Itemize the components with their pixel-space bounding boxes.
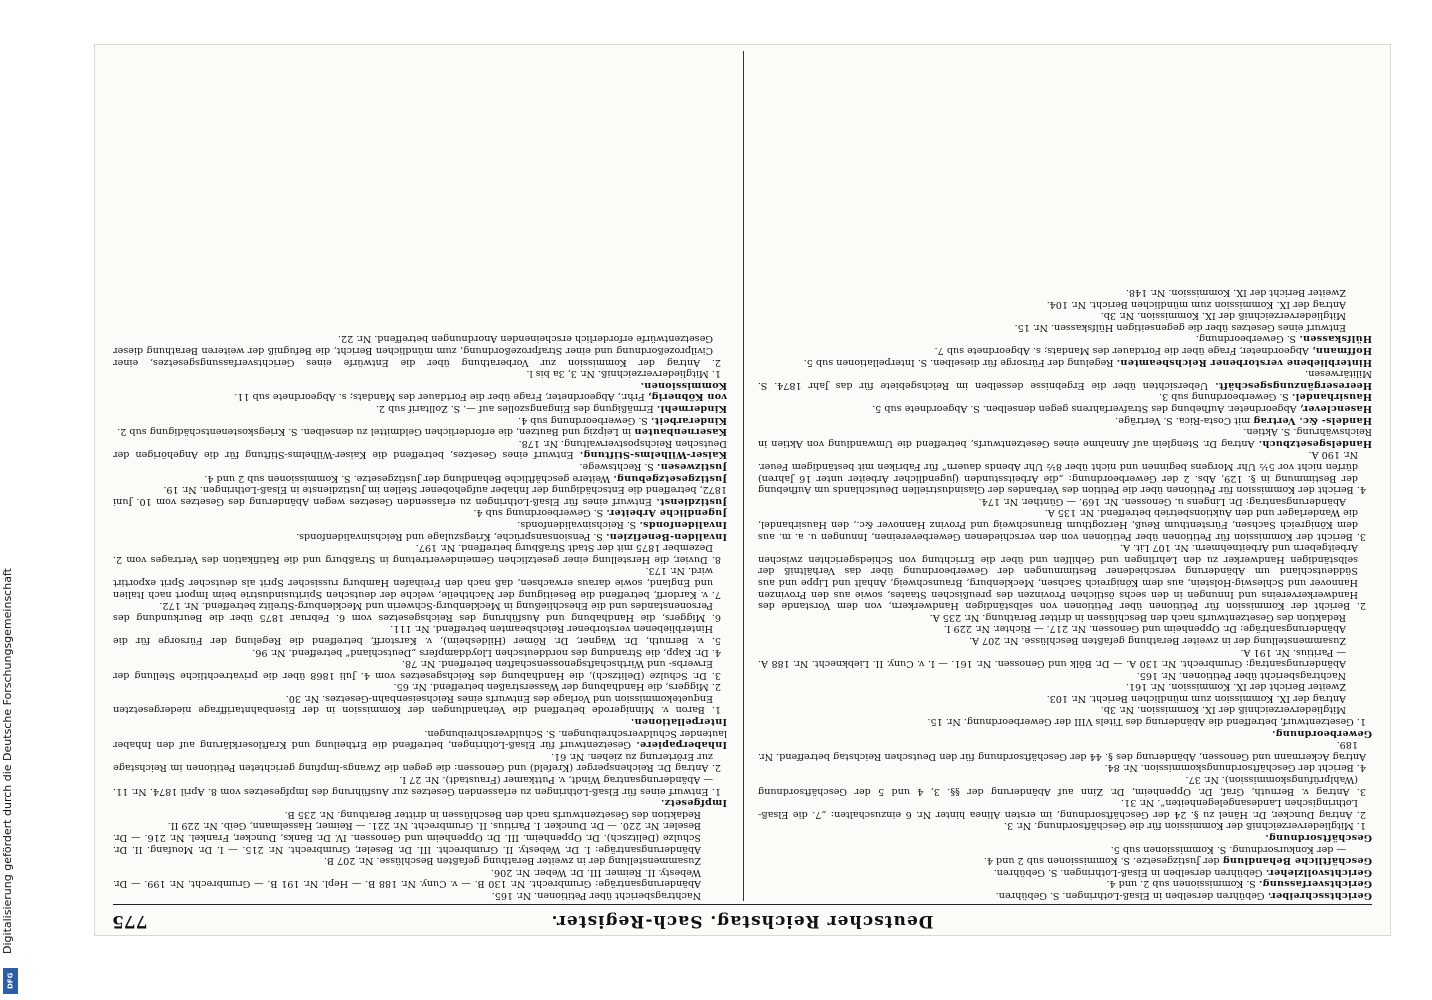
register-entry	[758, 368, 1372, 391]
numbered-subentry: 3. Dr. Schulze (Delitzsch), die Handhabung des Reichsgesetzes vom 4. Juli 1868 über die privatrechtliche Stellung der Erwerbs- und Wirthschaftsgenossenschaften betreffend. Nr. 78.	[113, 658, 721, 681]
continuation-line: Nachtragsbericht über Petitionen. Nr. 165.	[491, 890, 701, 901]
register-entry	[758, 878, 1372, 890]
continuation-line: Abänderungsanträge: Dr. Oppenheim und Genossen. Nr. 217. — Richter. Nr. 229 I.	[943, 623, 1346, 635]
continuation-line: Nachtragsbericht über Petitionen. Nr. 165.	[1136, 669, 1346, 681]
continuation-line: Abänderungsanträge: Grumbrecht. Nr. 130 B. — v. Cuny. Nr. 188 B. — Hepl. Nr. 191 B. — Grumbrecht. Nr. 199. — Dr. Webesty. II. Reimer. III. Dr. Weber. Nr. 206.	[113, 866, 701, 890]
continuation-line: Redaktion des Gesetzentwurfs nach den Beschlüssen in dritter Berathung. Nr. 235 A.	[929, 611, 1346, 623]
digitization-strip	[0, 0, 22, 1000]
register-entry	[113, 530, 727, 542]
register-entry	[113, 379, 727, 391]
entry-keyword: Kasernenbauten	[634, 426, 727, 438]
entry-text: S. Kommissionen sub 2. und 4.	[1106, 878, 1259, 890]
register-entry	[758, 426, 1372, 449]
entry-keyword: Geschäftliche Behandlung	[1222, 855, 1372, 867]
register-entry	[113, 797, 727, 809]
continuation-line: Redaktion des Gesetzentwurfs nach den Beschlüssen in dritter Berathung. Nr. 235 B.	[284, 808, 701, 820]
header-rule	[113, 904, 1372, 905]
numbered-subentry: 4. Dr. Kapp, die Strandung des norddeutschen Lloyddampfers „Deutschland“ betreffend. Nr. 96.	[252, 646, 721, 658]
entry-text: Gebühren derselben in Elsaß-Lothringen. S. Gebühren.	[995, 890, 1268, 901]
entry-text: mit Costa-Rica. S. Verträge.	[1115, 414, 1254, 426]
entry-keyword: Justizwesen.	[656, 461, 727, 473]
entry-keyword: Hasenclever,	[1299, 403, 1372, 415]
register-entry	[113, 518, 727, 530]
entry-keyword: Justizdienst.	[656, 495, 727, 507]
entry-text: der Justizgesetze. S. Kommissionen sub 2 und 4.	[983, 855, 1223, 867]
register-entry	[113, 727, 727, 750]
entry-text: S. Gewerbeordnung sub 4.	[518, 414, 651, 426]
register-entry	[113, 460, 727, 472]
continuation-line: Abänderungsantrag: Grumbrecht. Nr. 130 A. — Dr. Bölk und Genossen. Nr. 161. — I. v. Cuny. II. Liebknecht. Nr. 188 A. — Paritius. Nr. 191 A.	[758, 646, 1346, 670]
entry-keyword: Hausirhandel.	[1291, 391, 1372, 403]
entry-keyword: Jugendliche Arbeiter.	[606, 507, 727, 519]
entry-keyword: Gerichtsschreiber.	[1267, 890, 1372, 901]
continuation-line: Abänderungsantrag: Dr. Lingens u. Genossen. Nr. 169. — Günther. Nr. 174.	[978, 495, 1346, 507]
numbered-subentry: 4. Bericht der Geschäftsordnungskommission. Nr. 84.	[1104, 762, 1366, 774]
entry-keyword: Interpellationen.	[630, 716, 727, 728]
numbered-subentry: 2. Miggers, die Handhabung der Wasserstraßen betreffend. Nr. 65.	[393, 681, 721, 693]
entry-text: S. Gewerbeordnung sub 3.	[1159, 391, 1292, 403]
entry-text: S. Gewerbeordnung.	[1195, 333, 1300, 345]
column-divider	[743, 51, 744, 901]
entry-keyword: Handels- &c. Vertrag	[1253, 414, 1372, 426]
numbered-subentry: 4. Bericht der Kommission für Petitionen über die Petition des Verbandes der Glasindustriellen Deutschlands um Aufhebung der Bestimmung in §. 129, Abs. 2 der Gewerbeordnung: „die Arbeitsstunden (jugendlicher Arbeiter unter 16 Jahren) dürfen nicht vor 5½ Uhr Morgens beginnen und nicht über 8½ Uhr Abends dauern“ für Fabriken mit beständigem Feuer. Nr. 190 A.	[758, 449, 1366, 496]
register-entry	[758, 866, 1372, 878]
register-entry	[758, 356, 1372, 368]
right-column	[113, 51, 727, 901]
numbered-subentry: 3. Antrag v. Bernuth, Graf, Dr. Oppenheim, Dr. Zinn auf Abänderung der §§. 3, 4 und 5 der Geschäftsordnung (Wahlprüfungskommission). Nr. 37.	[758, 774, 1366, 797]
register-entry	[113, 426, 727, 438]
numbered-subentry: 1. Entwurf eines für Elsaß-Lothringen zu erlassenden Gesetzes zur Ausführung des Impfgesetzes vom 8. April 1874. Nr. 11. — Abänderungsantrag Windt, v. Puttkamer (Fraustadt). Nr. 27 I.	[113, 774, 721, 797]
numbered-subentry: 2. Antrag Dr. Reichensperger (Krefeld) und Genossen: die gegen die Zwangs-Impfung gerichteten Petitionen im Reichstage zur Erörterung zu ziehen. Nr. 61.	[113, 750, 721, 774]
entry-keyword: Heeresergänzungsgeschäft.	[1214, 379, 1372, 391]
register-entry	[758, 402, 1372, 414]
numbered-subentry: 1. Mitgliederverzeichniß der Kommission für die Geschäftsordnung. Nr. 3.	[1004, 820, 1366, 832]
register-entry	[113, 414, 727, 426]
entry-text: Abgeordneter. Aufhebung des Strafverfahrens gegen denselben. S. Abgeordnete sub 5.	[872, 403, 1300, 415]
entry-keyword: Kinderarbeit.	[650, 414, 727, 426]
entry-keyword: Kommissionen.	[640, 379, 727, 391]
numbered-subentry: 1. Gesetzentwurf, betreffend die Abänderung des Titels VIII der Gewerbeordnung. Nr. 15.	[927, 716, 1366, 728]
numbered-subentry: 1. Baron v. Minnigerode betreffend die Verhandlungen der Kommission in der Eisenbahntariffrage niedergesetzten Enquetekommission und Vorlage des Entwurfs eines Reichseisenbahn-Gesetzes. Nr. 30.	[113, 692, 721, 716]
register-entry	[758, 391, 1372, 403]
continuation-line: Mitgliederverzeichniß der IX. Kommission. Nr. 3b.	[1100, 310, 1346, 322]
continuation-line: — der Konkursordnung. S. Kommissionen sub 5.	[1110, 843, 1346, 855]
entry-text: Abgeordneter, Frage über die Fortdauer des Mandats; s. Abgeordnete sub 7.	[934, 345, 1312, 357]
register-entry	[758, 831, 1372, 843]
entry-text: Regelung der Fürsorge für dieselben. S. Interpellationen sub 5.	[803, 356, 1117, 368]
register-entry	[758, 345, 1372, 357]
entry-text: Gebühren derselben in Elsaß-Lothringen. S. Gebühren.	[993, 866, 1266, 878]
entry-text: Entwurf eines Gesetzes, betreffend die Kaiser-Wilhelms-Stiftung für die Angehörigen der Deutschen Reichspostverwaltung. Nr. 178.	[113, 437, 727, 461]
register-entry	[113, 507, 727, 519]
continuation-line: Antrag der IX. Kommission zum mündlichen Bericht. Nr. 104.	[1046, 298, 1346, 310]
register-entry	[758, 414, 1372, 426]
numbered-subentry: 1. Mitgliederverzeichniß. Nr. 3, 3a bis l.	[526, 368, 721, 380]
entry-keyword: Gewerbeordnung.	[1271, 727, 1372, 739]
entry-text: S. Rechtswege.	[579, 461, 657, 473]
numbered-subentry: 8. Duvier, die Herstellung einer gesetzlichen Gemeindevertretung in Straßburg und die Ratifikation des Vertrages vom 2. Dezember 1875 mit der Stadt Straßburg betreffend. Nr. 197.	[113, 542, 721, 565]
entry-text: S. Pensionsansprüche, Kriegszulage und Reichsinvalidenfonds.	[296, 530, 606, 542]
continuation-line: Entwurf eines Gesetzes über die gegenseitigen Hülfskassen. Nr. 15.	[1014, 321, 1346, 333]
register-entry	[758, 333, 1372, 345]
page-header	[112, 907, 1372, 931]
entry-keyword: Kindermehl.	[656, 403, 727, 415]
entry-text: Gesetzentwurf für Elsaß-Lothringen, betreffend die Ertheilung und Kraftloserklärung auf den Inhaber lautender Schuldverschreibungen. S. Schuldverschreibungen.	[113, 727, 727, 751]
numbered-subentry: 5. v. Bernuth, Dr. Wagner, Dr. Römer (Hildesheim), v. Karstorff, betreffend die Regelung der Fürsorge für die Hinterbliebenen verstorbener Reichsbeamten betreffend. Nr. 111.	[113, 623, 721, 646]
numbered-subentry: 3. Bericht der Kommission für Petitionen über Petitionen von den verschiedenen Gewerbevereinen, Innungen u. a. m. aus dem Königreich Sachsen, Fürstenthum Reuß, Herzogthum Braunschweig und Provinz Hannover &c., den Hausirhandel, die Wanderlager und den Auktionsbetrieb betreffend. Nr. 135 A.	[758, 507, 1366, 542]
numbered-subentry: 2. Bericht der Kommission für Petitionen über Petitionen von selbständigen Handwerkern, von dem Vorstande des Handwerkervereins und Innungen in den sechs östlichen Provinzen des preußischen Staates, sowie aus den Provinzen Hannover und Schleswig-Holstein, aus dem Königreich Sachsen, Mecklenburg, Braunschweig, Anhalt und Lippe und aus Süddeutschland um Abänderung verschiedener Bestimmungen der Gewerbeordnung über das Verhältniß der selbständigen Handwerker zu den Lehrlingen und Gehilfen und über die Errichtung von Schiedsgerichten zwischen Arbeitgebern und Arbeitnehmern. Nr. 107 Lit. A.	[758, 542, 1366, 612]
register-entry	[113, 484, 727, 507]
entry-text: Frhr., Abgeordneter, Frage über die Fortdauer des Mandats; s. Abgeordnete sub 11.	[234, 391, 648, 403]
entry-text: Ermäßigung des Eingangszolles auf —. S. Zolltarif sub 2.	[375, 403, 657, 415]
entry-keyword: Invaliden-Benefizien.	[605, 530, 727, 542]
numbered-subentry: 6. Miggers, die Handhabung und Ausführung des Reichsgesetzes vom 6. Februar 1875 über die Beurkundung des Personenstandes und die Eheschließung in Mecklenburg-Schwerin und Mecklenburg-Strelitz betreffend. Nr. 172.	[113, 600, 721, 623]
entry-keyword: Handelsgesetzbuch.	[1258, 437, 1372, 449]
numbered-subentry: Antrag Ackermann und Genossen, Abänderung des §. 44 der Geschäftsordnung für den Deutschen Reichstag betreffend. Nr. 189.	[758, 739, 1366, 762]
entry-keyword: von Köbnerig,	[647, 391, 727, 403]
continuation-line: Antrag der IX. Kommission zum mündlichen Bericht. Nr. 103.	[1046, 692, 1346, 704]
register-entry	[113, 391, 727, 403]
register-entry	[113, 402, 727, 414]
entry-text: S. Gewerbeordnung sub 4.	[473, 507, 607, 519]
numbered-subentry: 2. Antrag Duncker, Dr. Hänel zu §. 24 der Geschäftsordnung, im ersten Alinea hinter Nr. 6 einzuschalten: „7. die Elsaß-Lothringischen Landesangelegenheiten“. Nr. 31.	[758, 797, 1366, 820]
entry-text: Uebersichten über die Ergebnisse desselben im Reichsgebiete für das Jahr 1874. S. Militärwesen.	[758, 368, 1372, 391]
page-title: Deutscher Reichstag. Sach-Register.	[550, 911, 934, 931]
register-entry	[758, 727, 1372, 739]
register-entry	[113, 716, 727, 728]
register-sheet	[95, 45, 1390, 935]
entry-text: Entwurf eines für Elsaß-Lothringen zu erlassenden Gesetzes wegen Abänderung des Gesetzes vom 10. Juni 1872, betreffend die Entschädigung der Inhaber aufgehobener Stellen im Justizdienste in Elsaß-Lothringen. Nr. 19.	[113, 484, 727, 507]
numbered-subentry: 7. v. Kardorff, betreffend die Beseitigung der Nachtheile, welche der deutschen Spiritusindustrie beim Import nach Italien und England, sowie daraus erwachsen, daß nach den Freihafen Hamburg russischer Sprit als deutscher Sprit exportirt wird. Nr. 173.	[113, 565, 721, 600]
entry-keyword: Gerichtsverfassung.	[1258, 878, 1372, 890]
numbered-subentry: 2. Antrag der Kommission zur Vorberathung über die Entwürfe eines Gerichtsverfassungsgesetzes, einer Civilprozeßordnung und einer Strafprozeßordnung, zum mündlichen Bericht, die Befugniß der weiteren Berathung dieser Gesetzentwürfe erforderlich erscheinenden Anordnungen betreffend. Nr. 22.	[113, 333, 721, 368]
entry-keyword: Hoffmann,	[1311, 345, 1372, 357]
continuation-line: Zusammenstellung der in zweiter Berathung gefaßten Beschlüsse. Nr. 207 B.	[323, 855, 701, 867]
entry-keyword: Geschäftsordnung.	[1265, 832, 1372, 844]
continuation-line: Zusammenstellung der in zweiter Berathung gefaßten Beschlüsse. Nr. 207 A.	[969, 634, 1346, 646]
register-entry	[113, 437, 727, 460]
register-entry	[113, 472, 727, 484]
entry-keyword: Invalidenfonds.	[639, 519, 727, 530]
register-entry	[758, 889, 1372, 901]
entry-text: S. Reichsinvalidenfonds.	[517, 519, 640, 530]
entry-keyword: Hülfskassen.	[1299, 333, 1372, 345]
continuation-line: Zweiter Bericht der IX. Kommission. Nr. 148.	[1125, 287, 1346, 299]
continuation-line: Mitgliederverzeichniß der IX. Kommission. Nr. 3b.	[1100, 704, 1346, 716]
entry-keyword: Impfgesetz.	[660, 797, 727, 809]
entry-text: Weitere geschäftliche Behandlung der Justizgesetze. S. Kommissionen sub 2 und 4.	[204, 472, 614, 484]
continuation-line: Abänderungsanträge: I. Dr. Webesty. II. Grumbrecht. III. Dr. Beseler, Grumbrecht. Nr. 215. — I. Dr. Moufang. II. Dr. Schulze (Delitzsch). Dr. Oppenheim. III. Dr. Oppenheim und Genossen. IV. Dr. Banks, Duncker, Frankel. Nr. 216. — Dr. Beseler. Nr. 220. — Dr. Duncker. I. Paritius. II. Grumbrecht. Nr. 221. — Reimer, Hasselmann, Geib. Nr. 229 II.	[113, 820, 701, 855]
entry-keyword: Gerichtsvollzieher.	[1265, 866, 1372, 878]
entry-keyword: Hinterbliebene verstorbener Reichsbeamten.	[1116, 356, 1372, 368]
register-entry	[758, 855, 1372, 867]
digitization-credit: Digitalisierung gefördert durch die Deutsche Forschungsgemeinschaft	[1, 568, 14, 954]
entry-keyword: Kaiser-Wilhelms-Stiftung.	[579, 449, 727, 461]
entry-text: in Leipzig und Bautzen, die erforderlichen Geldmittel zu denselben. S. Kriegskostenentschädigung sub 2.	[117, 426, 635, 438]
continuation-line: Zweiter Bericht der IX. Kommission. Nr. 161.	[1125, 681, 1346, 693]
left-column	[758, 51, 1372, 901]
entry-text: Antrag Dr. Stenglein auf Annahme eines Gesetzentwurfs, betreffend die Umwandlung von Aktien in Reichswährung. S. Aktien.	[758, 426, 1372, 449]
entry-keyword: Justizgesetzgebung.	[613, 472, 727, 484]
page-number: 775	[112, 911, 148, 931]
dfg-logo: DFG	[3, 968, 18, 994]
entry-keyword: Inhaberpapiere.	[636, 739, 727, 751]
